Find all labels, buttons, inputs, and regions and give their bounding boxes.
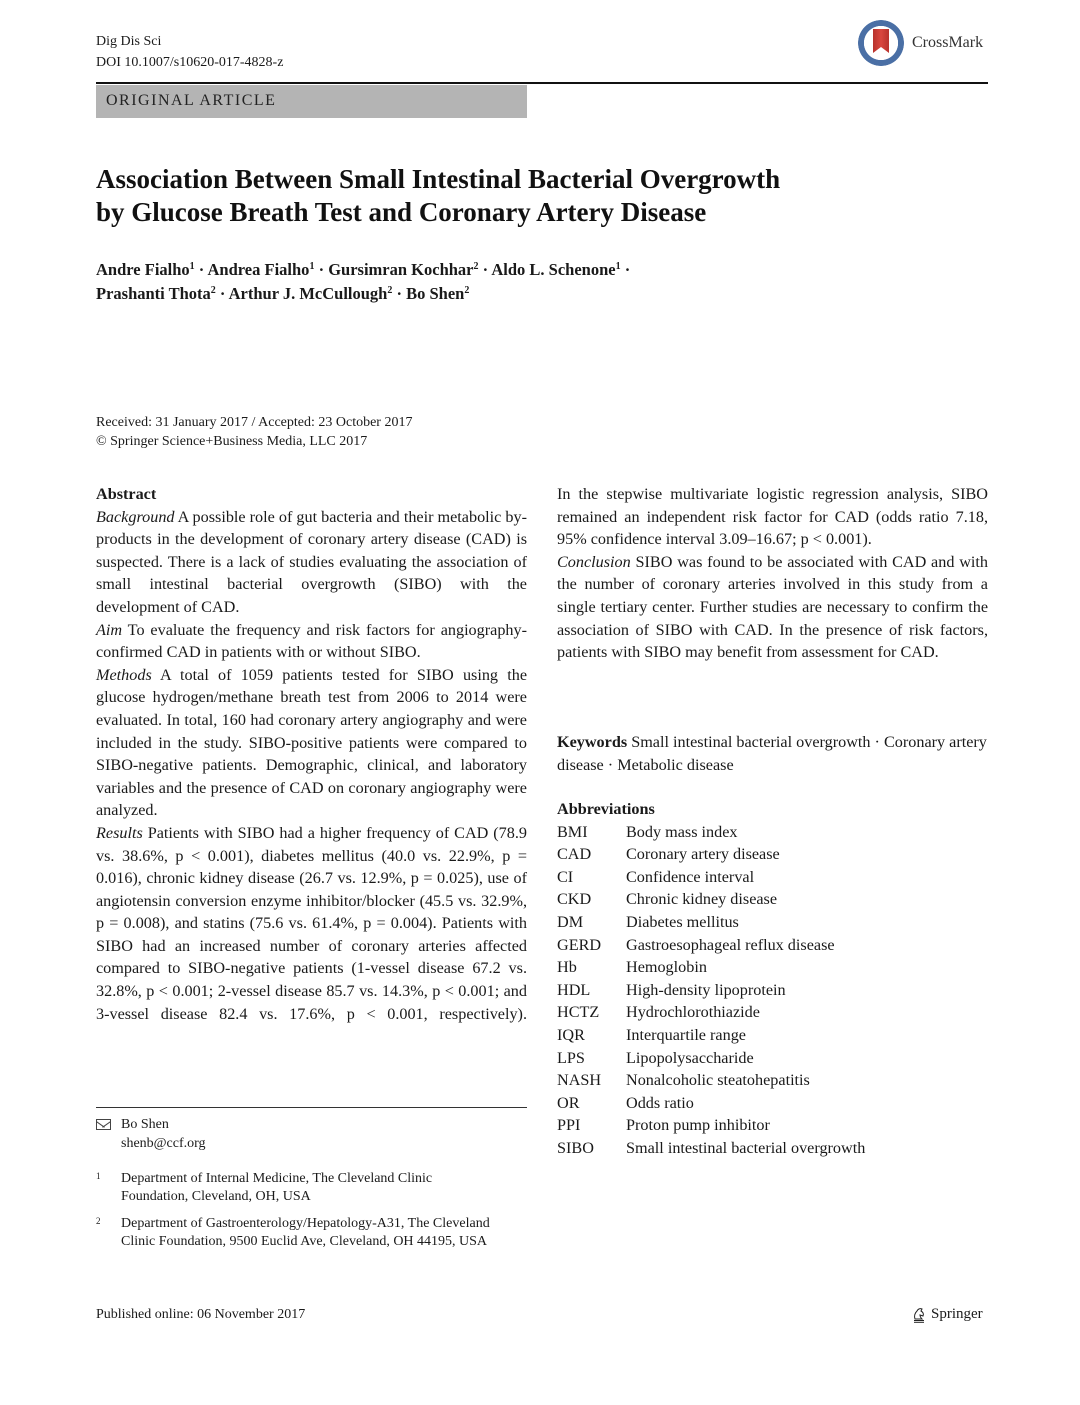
abbreviation-term: HDL (557, 980, 591, 999)
author-name[interactable]: Bo Shen (406, 284, 465, 303)
doi[interactable]: DOI 10.1007/s10620-017-4828-z (96, 55, 284, 70)
article-type-label: ORIGINAL ARTICLE (106, 92, 277, 109)
author-name[interactable]: Andre Fialho (96, 260, 190, 279)
author-name[interactable]: Aldo L. Schenone (491, 260, 616, 279)
abbreviation-term: GERD (557, 935, 602, 954)
header-rule (96, 82, 988, 84)
abstract-results (96, 822, 527, 1025)
abbreviations (557, 798, 988, 1160)
abbreviation-definition: Lipopolysaccharide (626, 1048, 754, 1067)
abbreviation-term: CI (557, 867, 574, 886)
abbreviation-term: LPS (557, 1048, 585, 1067)
abstract-methods (96, 664, 527, 822)
abbreviation-row (557, 843, 988, 866)
abbreviation-term: BMI (557, 822, 588, 841)
abbreviation-row (557, 956, 988, 979)
author-separator: · (314, 260, 329, 279)
corresponding-author-email[interactable]: shenb@ccf.org (121, 1136, 206, 1151)
author-name[interactable]: Arthur J. McCullough (228, 284, 388, 303)
affiliation-number: 2 (96, 1216, 101, 1226)
author-separator: · (194, 260, 208, 279)
aim-label: Aim (96, 620, 123, 639)
abbreviation-row (557, 1137, 988, 1160)
abstract-aim (96, 619, 527, 664)
results-label: Results (96, 823, 143, 842)
methods-text: A total of 1059 patients tested for SIBO using the glucose hydrogen/methane breath test from 2006 to 2014 were evaluated. In total, 160 had coronary artery angiography and were included in the study. SIBO-positive patients were compared to SIBO-negative patients. Demographic, clinical, and laboratory variables and the presence of CAD on coronary angiography were analyzed. (96, 665, 527, 820)
abbreviation-definition: Coronary artery disease (626, 845, 780, 864)
abbreviation-row (557, 1069, 988, 1092)
received-accepted-dates: Received: 31 January 2017 / Accepted: 23 October 2017 (96, 415, 413, 430)
author-affiliation: 2 (464, 285, 470, 296)
abstract-results-continued: In the stepwise multivariate logistic regression analysis, SIBO remained an independent risk factor for CAD (odds ratio 7.18, 95% confidence interval 3.09–16.67; p < 0.001). (557, 485, 988, 549)
springer-knight-icon (912, 1307, 926, 1323)
abbreviation-row (557, 1024, 988, 1047)
abbreviation-row (557, 1047, 988, 1070)
journal-name: Dig Dis Sci (96, 34, 162, 49)
abbreviation-term: Hb (557, 958, 577, 977)
abbreviation-term: OR (557, 1093, 580, 1112)
publisher-name: Springer (931, 1306, 983, 1322)
affiliation-text: Department of Internal Medicine, The Cleveland Clinic Foundation, Cleveland, OH, USA (121, 1171, 433, 1204)
article-dates (96, 413, 412, 451)
author-separator: · (620, 260, 631, 279)
abbreviation-definition: High-density lipoprotein (626, 980, 786, 999)
abbreviation-row (557, 911, 988, 934)
abbreviation-term: CKD (557, 890, 592, 909)
conclusion-text: SIBO was found to be associated with CAD and with the number of coronary arteries involved in this study from a single tertiary center. Further studies are necessary to confirm the association of SIBO with CAD. In the presence of risk factors, patients with SIBO may benefit from assessment for CAD. (557, 552, 988, 662)
abbreviation-term: PPI (557, 1116, 581, 1135)
published-online-date: Published online: 06 November 2017 (96, 1307, 306, 1322)
keywords-text: Small intestinal bacterial overgrowth · Coronary artery disease · Metabolic disease (557, 733, 987, 774)
affiliation-number: 1 (96, 1171, 101, 1181)
abbreviation-definition: Odds ratio (626, 1093, 694, 1112)
abbreviation-definition: Proton pump inhibitor (626, 1116, 770, 1135)
abstract-conclusion (557, 551, 988, 664)
corresponding-author-name: Bo Shen (121, 1117, 169, 1132)
footnote-rule (96, 1107, 527, 1108)
abbreviation-term: SIBO (557, 1138, 594, 1157)
abbreviation-term: DM (557, 912, 584, 931)
aim-text: To evaluate the frequency and risk factors for angiography-confirmed CAD in patients with or without SIBO. (96, 620, 527, 662)
author-affiliation: 1 (189, 261, 195, 272)
results-text: Patients with SIBO had a higher frequency of CAD (78.9 vs. 38.6%, p < 0.001), diabetes mellitus (40.0 vs. 22.9%, p = 0.016), chronic kidney disease (26.7 vs. 12.9%, p = 0.025), use of angiotensin conversion enzyme inhibitor/blocker (45.5 vs. 32.9%, p = 0.008), and statins (75.6 vs. 61.4%, p = 0.004). Patients with SIBO had an increased number of coronary arteries affected compared to SIBO-negative patients (1-vessel disease 67.2 vs. 32.8%, p < 0.001; 2-vessel disease 85.7 vs. 14.3%, p < 0.001; and 3-vessel disease 82.4 vs. 17.6%, p < 0.001, respectively). (96, 823, 527, 1023)
author-affiliation: 2 (210, 285, 216, 296)
abbreviation-definition: Nonalcoholic steatohepatitis (626, 1071, 810, 1090)
conclusion-label: Conclusion (557, 552, 631, 571)
crossmark-badge[interactable] (858, 20, 998, 70)
author-affiliation: 2 (387, 285, 393, 296)
abbreviation-definition: Interquartile range (626, 1025, 746, 1044)
author-name[interactable]: Prashanti Thota (96, 284, 211, 303)
abbreviation-row (557, 1092, 988, 1115)
abbreviation-term: CAD (557, 845, 592, 864)
abbreviation-definition: Confidence interval (626, 867, 755, 886)
abbreviation-term: IQR (557, 1025, 585, 1044)
abbreviation-row (557, 1114, 988, 1137)
author-affiliation: 2 (473, 261, 479, 272)
background-text: A possible role of gut bacteria and their metabolic by-products in the development of coronary artery disease (CAD) is suspected. There is a lack of studies evaluating the association of small intestinal bacterial overgrowth (SIBO) with the development of CAD. (96, 507, 527, 616)
methods-label: Methods (96, 665, 152, 684)
author-list (96, 258, 736, 306)
copyright-notice: © Springer Science+Business Media, LLC 2017 (96, 434, 368, 449)
crossmark-label: CrossMark (912, 34, 984, 51)
affiliation-text: Department of Gastroenterology/Hepatology-A31, The Cleveland Clinic Foundation, 9500 Euclid Ave, Cleveland, OH 44195, USA (121, 1216, 490, 1249)
title-line-2: by Glucose Breath Test and Coronary Artery Disease (96, 197, 707, 227)
abstract-heading: Abstract (96, 485, 157, 503)
article-title (96, 163, 896, 229)
author-separator: · (215, 284, 229, 303)
author-separator: · (392, 284, 407, 303)
abbreviation-row (557, 979, 988, 1002)
background-label: Background (96, 507, 175, 526)
author-affiliation: 1 (309, 261, 315, 272)
abbreviation-term: HCTZ (557, 1003, 600, 1022)
keywords (557, 731, 988, 776)
abbreviation-row (557, 934, 988, 957)
abbreviation-definition: Small intestinal bacterial overgrowth (626, 1138, 866, 1157)
abbreviation-definition: Hydrochlorothiazide (626, 1003, 760, 1022)
abbreviation-row (557, 888, 988, 911)
author-name[interactable]: Gursimran Kochhar (328, 260, 474, 279)
author-affiliation: 1 (615, 261, 621, 272)
article-type-banner (96, 85, 527, 118)
title-line-1: Association Between Small Intestinal Bacterial Overgrowth (96, 164, 781, 194)
abbreviation-row (557, 1001, 988, 1024)
abbreviation-row (557, 866, 988, 889)
springer-logo (912, 1305, 992, 1327)
abbreviation-term: NASH (557, 1071, 602, 1090)
abbreviation-definition: Body mass index (626, 822, 738, 841)
abstract-left-column (96, 483, 527, 1025)
keywords-label: Keywords (557, 733, 628, 751)
abbreviation-definition: Diabetes mellitus (626, 912, 739, 931)
abbreviation-definition: Gastroesophageal reflux disease (626, 935, 835, 954)
envelope-icon (96, 1119, 111, 1130)
abbreviation-definition: Chronic kidney disease (626, 890, 778, 909)
abstract-right-column (557, 483, 988, 664)
abbreviations-heading: Abbreviations (557, 800, 655, 818)
abbreviation-row (557, 821, 988, 844)
author-name[interactable]: Andrea Fialho (207, 260, 310, 279)
abbreviation-definition: Hemoglobin (626, 958, 707, 977)
author-separator: · (478, 260, 492, 279)
abstract-background (96, 506, 527, 619)
